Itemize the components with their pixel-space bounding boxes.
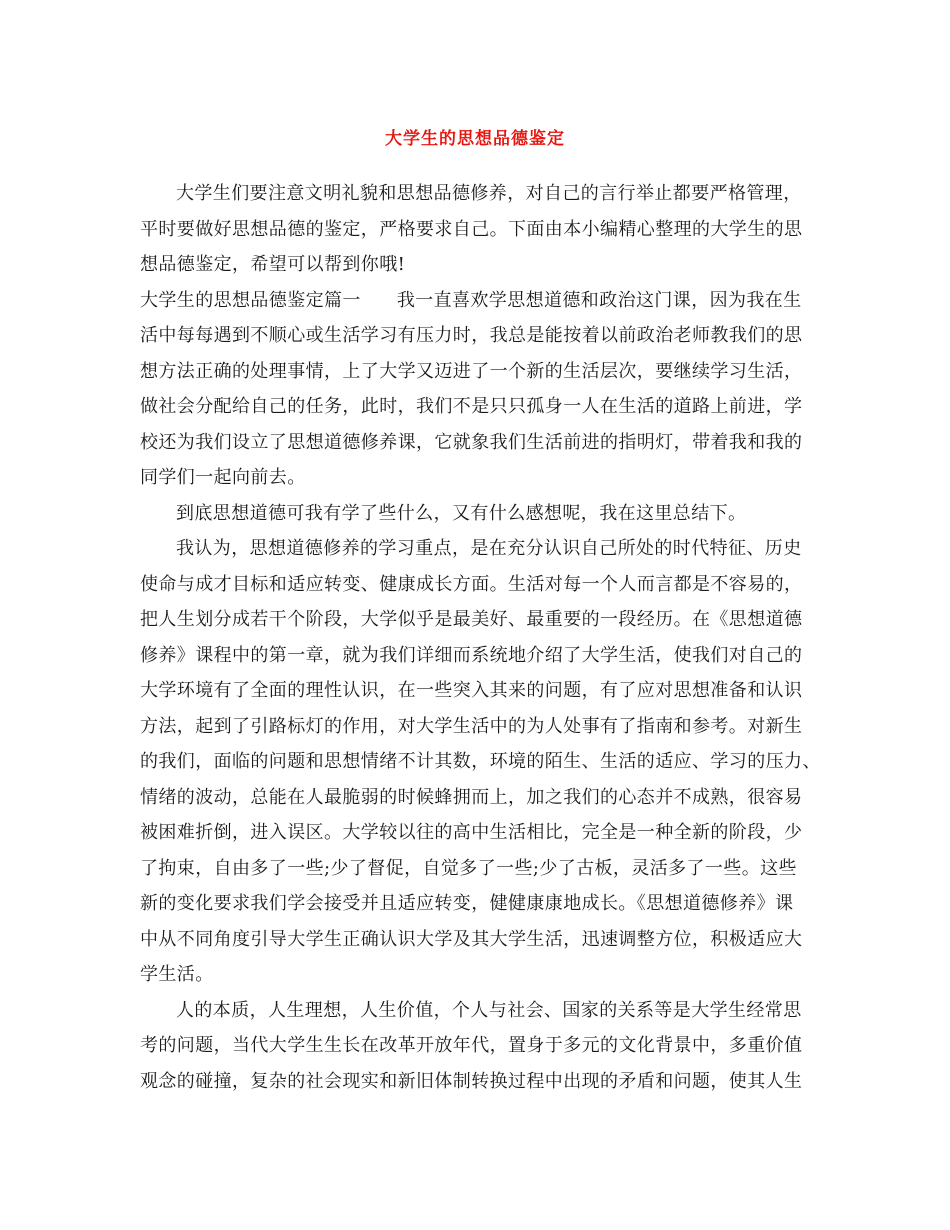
body-line: 情绪的波动，总能在人最脆弱的时候蜂拥而上，加之我们的心态并不成熟，很容易 [140,786,803,808]
body-line: 中从不同角度引导大学生正确认识大学及其大学生活，迅速调整方位，积极适应大 [140,928,803,950]
body-line: 人的本质，人生理想，人生价值，个人与社会、国家的关系等是大学生经常思 [176,999,802,1021]
body-line: 大学环境有了全面的理性认识，在一些突入其来的问题，有了应对思想准备和认识 [140,680,803,701]
body-line: 修养》课程中的第一章，就为我们详细而系统地介绍了大学生活，使我们对自己的 [140,644,803,666]
body-line: 想方法正确的处理事情，上了大学又迈进了一个新的生活层次，要继续学习生活， [140,360,803,382]
document-title: 大学生的思想品德鉴定 [385,129,565,149]
body-line: 了拘束，自由多了一些;少了督促，自觉多了一些;少了古板，灵活多了一些。这些 [140,857,797,879]
body-line: 我认为，思想道德修养的学习重点，是在充分认识自己所处的时代特征、历史 [176,538,802,559]
body-line: 大学生们要注意文明礼貌和思想品德修养，对自己的言行举止都要严格管理， [176,183,802,204]
body-line: 活中每每遇到不顺心或生活学习有压力时，我总是能按着以前政治老师教我们的思 [140,325,803,346]
body-line: 考的问题，当代大学生生长在改革开放年代，置身于多元的文化背景中，多重价值 [140,1035,803,1056]
body-line: 被困难折倒，进入误区。大学较以往的高中生活相比，完全是一种全新的阶段，少 [140,822,803,843]
body-line: 到底思想道德可我有学了些什么，又有什么感想呢，我在这里总结下。 [176,502,747,524]
body-line: 同学们一起向前去。 [140,467,306,488]
body-line: 新的变化要求我们学会接受并且适应转变，健健康康地成长。《思想道德修养》课 [140,893,794,914]
body-line: 的我们，面临的问题和思想情绪不计其数，环境的陌生、生活的适应、学习的压力、 [140,751,821,772]
body-line: 使命与成才目标和适应转变、健康成长方面。生活对每一个人而言都是不容易的， [140,573,803,595]
body-line: 把人生划分成若干个阶段，大学似乎是最美好、最重要的一段经历。在《思想道德 [140,609,803,630]
body-line: 观念的碰撞，复杂的社会现实和新旧体制转换过程中出现的矛盾和问题，使其人生 [140,1070,803,1092]
section-heading: 大学生的思想品德鉴定篇一 [140,289,361,311]
body-line-segment: 我一直喜欢学思想道德和政治这门课，因为我在生 [396,289,802,311]
body-line: 想品德鉴定，希望可以帮到你哦! [140,254,406,275]
body-line: 学生活。 [140,964,214,985]
body-line: 方法，起到了引路标灯的作用，对大学生活中的为人处事有了指南和参考。对新生 [140,715,803,737]
body-line: 做社会分配给自己的任务，此时，我们不是只只孤身一人在生活的道路上前进，学 [140,396,803,417]
document-body [140,176,820,1099]
section-heading-line [140,283,820,319]
body-line: 校还为我们设立了思想道德修养课，它就象我们生活前进的指明灯，带着我和我的 [140,431,803,453]
body-line: 平时要做好思想品德的鉴定，严格要求自己。下面由本小编精心整理的大学生的思 [140,218,803,240]
